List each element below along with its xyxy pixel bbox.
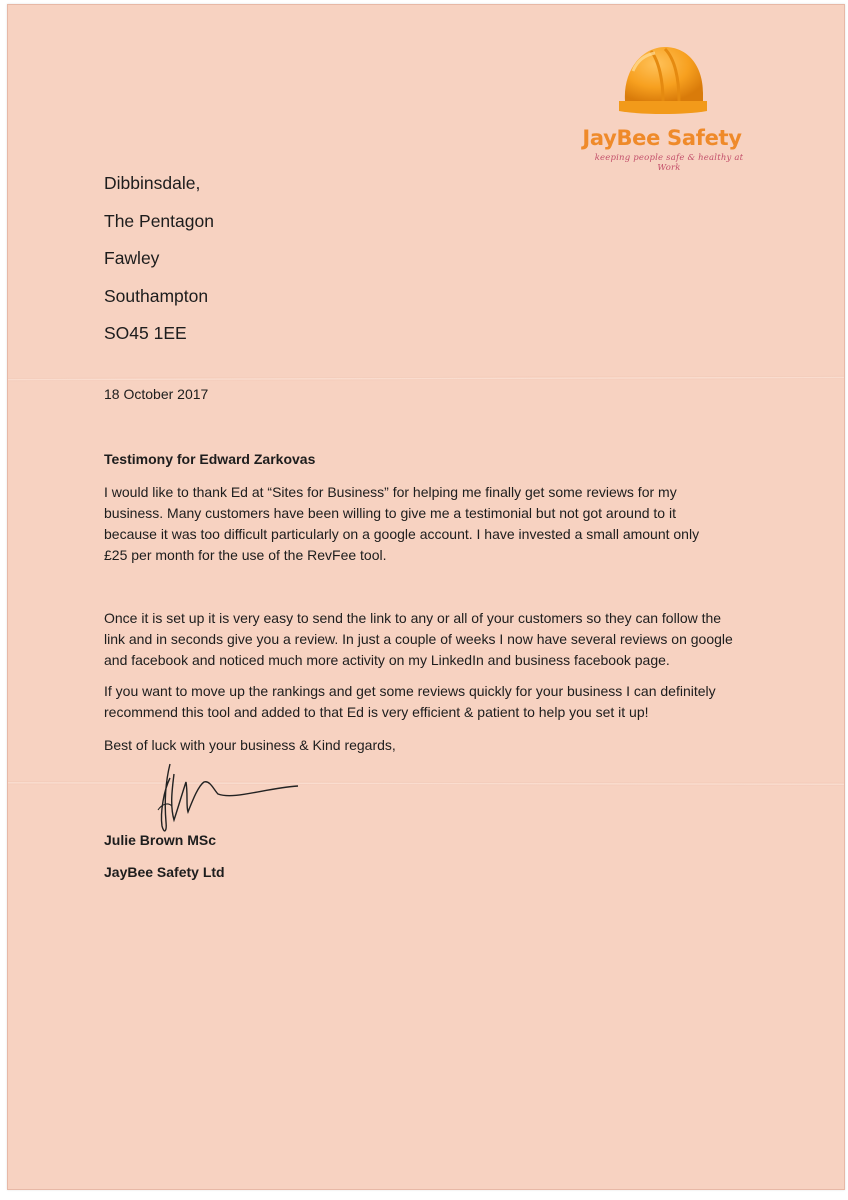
company-logo <box>575 41 775 171</box>
text-line: link and in seconds give you a review. In just a couple of weeks I now have several reviews on google <box>104 631 733 647</box>
text-line: £25 per month for the use of the RevFee tool. <box>104 547 387 563</box>
address-line: The Pentagon <box>104 210 214 231</box>
text-line: Once it is set up it is very easy to send the link to any or all of your customers so they can follow the <box>104 610 722 626</box>
text-line: recommend this tool and added to that Ed is very efficient & patient to help you set it up! <box>104 704 649 720</box>
signatory-name: Julie Brown MSc <box>104 832 217 848</box>
paragraph <box>104 608 764 671</box>
address-line: SO45 1EE <box>104 323 187 343</box>
logo-tagline: keeping people safe & healthy at Work <box>594 153 744 173</box>
letter-subject: Testimony for Edward Zarkovas <box>104 451 316 467</box>
address-line: Fawley <box>104 248 160 268</box>
text-line: and facebook and noticed much more activity on my LinkedIn and business facebook page. <box>104 652 670 668</box>
text-line: business. Many customers have been willing to give me a testimonial but not got around to it <box>104 505 676 521</box>
text-line: If you want to move up the rankings and get some reviews quickly for your business I can definitely <box>104 683 716 699</box>
letter-date: 18 October 2017 <box>104 386 209 402</box>
address-line: Dibbinsdale, <box>104 173 201 193</box>
address-block <box>104 165 214 353</box>
text-line: because it was too difficult particularly on a google account. I have invested a small amount only <box>104 526 700 542</box>
hard-hat-icon <box>615 41 709 123</box>
paper-fold <box>8 781 844 785</box>
text-line: Best of luck with your business & Kind regards, <box>104 737 396 753</box>
signatory-company: JayBee Safety Ltd <box>104 864 225 880</box>
paper-fold <box>8 376 844 381</box>
handwritten-signature <box>148 760 318 840</box>
paragraph <box>104 735 764 756</box>
logo-name: JayBee Safety <box>582 126 742 150</box>
text-line: I would like to thank Ed at “Sites for Business” for helping me finally get some reviews for my <box>104 484 677 500</box>
address-line: Southampton <box>104 285 209 306</box>
paragraph <box>104 482 764 566</box>
paragraph <box>104 681 764 723</box>
letter-page <box>7 4 845 1190</box>
